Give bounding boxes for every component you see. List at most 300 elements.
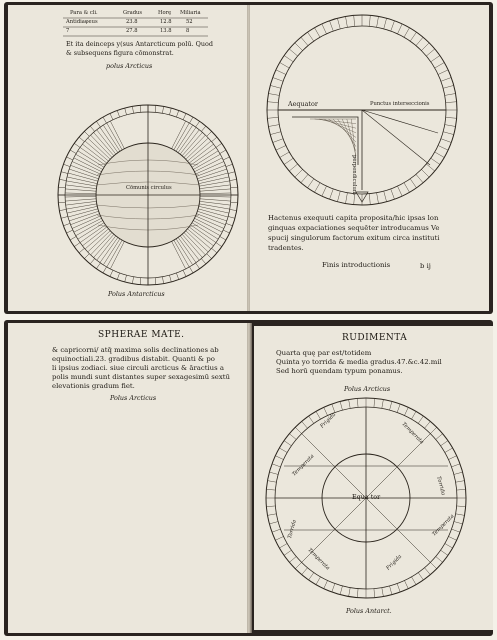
aequator-label: Aequator [288,100,318,108]
ray-line [200,199,231,201]
text-line: & subsequens figura cōmonstrat. [66,49,174,57]
scale-tick [456,514,465,516]
scale-tick [140,105,141,112]
table-header-2: Gradus [123,10,143,16]
ray-line [172,121,186,149]
scale-tick [207,131,212,136]
scale-tick [337,18,340,29]
scale-tick [382,400,384,409]
scale-tick [58,202,65,203]
scale-tick [63,164,70,166]
scale-tick [374,398,375,407]
scale-tick [337,191,340,202]
scale-tick [421,43,429,51]
scale-tick [66,157,72,160]
scale-tick [230,209,237,210]
scale-tick [315,183,321,193]
scale-tick [354,15,355,26]
scale-tick [438,70,448,75]
scale-tick [132,106,133,113]
ray-line [182,132,202,155]
scale-tick [431,158,440,164]
scale-tick [374,589,375,598]
scale-tick [441,78,451,82]
scale-tick [79,137,84,141]
text-line: Hactenus exequuti capita proposita/hic ipsas lon [268,214,439,222]
scale-tick [103,117,107,123]
scale-tick [446,117,457,118]
scale-tick [436,556,443,562]
scale-tick [324,580,328,588]
scale-tick [315,28,321,38]
zones-diagram [254,326,493,636]
scale-tick [279,544,287,549]
scale-tick [84,254,89,259]
scale-tick [454,472,463,474]
scale-tick [404,407,408,415]
scale-tick [390,401,392,410]
ray-line [194,158,222,172]
table-cell: 13.8 [160,28,172,34]
diagram-top-caption: Polus Arcticus [344,385,391,393]
ray-line [65,189,96,191]
scale-tick [190,267,194,273]
scale-tick [176,110,178,117]
scale-tick [452,529,460,532]
scale-tick [176,273,178,280]
ray-line [88,231,111,252]
scale-tick [397,404,400,412]
zone-label: Temperata [306,547,331,572]
scale-tick [448,456,456,460]
ray-line [72,216,100,229]
ray-line [182,234,202,257]
zone-label: Frigida [319,411,338,430]
scale-tick [226,164,233,166]
scale-tick [412,411,417,419]
scale-tick [273,78,283,82]
scale-tick [70,237,76,241]
scale-tick [316,411,321,419]
scale-tick [441,441,448,446]
ray-line [78,223,104,240]
scale-tick [457,489,466,490]
scale-tick [430,427,436,433]
scale-tick [289,49,297,56]
scale-tick [354,194,355,205]
scale-tick [272,464,280,467]
scale-tick [377,193,379,204]
scale-tick [397,584,400,592]
hatch-line [342,119,356,151]
scale-tick [443,85,454,88]
scale-tick [384,191,387,202]
ray-line [103,125,120,151]
scale-tick [404,28,410,38]
scale-tick [63,223,70,225]
ray-line [103,239,120,265]
scale-tick [410,179,416,188]
scale-tick [58,187,65,188]
ray-line [85,229,109,249]
ray-line [200,196,231,197]
ray-line [184,233,205,255]
bottom-book-spread [4,320,493,636]
ray-line [80,225,105,243]
ray-line [78,151,104,168]
scale-tick [110,113,113,119]
ray-line [110,241,124,269]
scale-tick [332,584,335,592]
scale-tick [404,183,410,193]
ray-line [196,162,224,175]
scale-tick [357,589,358,598]
text-line: & capricorni/ atq̄ maxima solis declinationes ab [52,346,219,354]
ray-line [191,147,216,165]
ray-line [192,223,218,240]
ray-line [178,127,196,152]
scale-tick [230,179,237,180]
scale-tick [276,70,286,75]
scale-tick [357,398,358,407]
scale-tick [397,24,402,34]
scale-tick [324,407,328,415]
ray-line [199,206,229,213]
finis-line: Finis introductionis [322,261,391,269]
ray-line [184,135,205,157]
page-heading: SPHERAE MATE. [98,330,185,340]
scale-tick [424,568,430,575]
scale-tick [267,117,278,118]
scale-tick [369,15,370,26]
scale-tick [390,586,392,595]
scale-tick [322,186,327,196]
ray-line [186,231,209,252]
ray-line [194,218,222,232]
scale-tick [330,189,334,199]
scale-tick [445,125,456,127]
scale-tick [330,21,334,31]
scale-tick [443,132,454,135]
scale-tick [220,150,226,154]
scale-tick [309,416,314,423]
scale-tick [346,16,348,27]
table-header-3: Horę [158,10,172,16]
hatch-line [347,119,356,156]
text-line: Quinta yo torrida & media gradus.47.&c.42.mil [276,358,442,366]
scale-tick [441,550,448,555]
scale-tick [266,506,275,507]
scale-tick [430,562,436,568]
scale-tick [302,568,308,575]
scale-tick [268,481,277,483]
scale-tick [61,172,68,174]
scale-tick [456,481,465,483]
scale-tick [169,275,171,282]
zone-label: Temperata [400,421,425,446]
scale-tick [302,421,308,428]
scale-tick [212,137,217,141]
zone-label: Temperata [431,513,456,538]
scale-tick [275,456,283,460]
scale-tick [426,49,434,56]
scale-tick [454,522,463,524]
signature-mark: b ij [420,262,431,270]
ray-line [176,125,193,151]
scale-tick [268,514,277,516]
table-cell: 8 [186,28,190,34]
scale-tick [435,152,445,158]
scale-tick [349,400,351,409]
table-cell: 27.8 [126,28,138,34]
page-heading: RUDIMENTA [342,333,408,343]
scale-tick [59,179,66,180]
scale-tick [446,102,457,103]
table-cell: 7 [66,28,70,34]
scale-tick [201,126,205,131]
scale-tick [183,113,186,119]
scale-tick [349,588,351,597]
text-line: Sed horū quendam typum ponamus. [276,367,403,375]
ray-line [67,177,97,184]
scale-tick [436,434,443,440]
ray-line [192,151,218,168]
scale-tick [268,94,279,96]
scale-tick [289,164,297,171]
scale-tick [438,145,448,150]
scale-tick [276,145,286,150]
ray-line [110,121,124,149]
scale-tick [169,108,171,115]
scale-tick [162,106,163,113]
scale-tick [70,150,76,154]
zone-label: Temperata [291,453,316,478]
scale-tick [418,416,423,423]
scale-tick [445,544,453,549]
scale-tick [441,139,451,143]
scale-tick [301,37,308,45]
scale-tick [435,63,445,69]
ray-line [187,141,211,161]
scale-tick [223,157,229,160]
scale-tick [117,273,119,280]
scale-tick [66,230,72,233]
scale-tick [416,37,423,45]
scale-tick [155,105,156,112]
ray-line [67,206,97,213]
scale-tick [416,174,423,182]
scale-tick [457,506,466,507]
scale-tick [269,472,278,474]
scale-tick [196,121,200,127]
diagram-top-caption: Polus Arcticus [110,394,157,402]
ray-line [187,229,211,249]
scale-tick [216,243,222,247]
scale-tick [316,577,321,585]
table-cell: Antidiaφeus [66,19,98,25]
scale-tick [183,270,186,276]
perpendicular-label: perpendiculum [351,155,357,195]
text-line: equinoctiali.23. gradibus distabit. Quanti & po [52,355,215,363]
page-1 [8,5,247,311]
table-cell: 12.8 [160,19,172,25]
ray-line [72,162,100,175]
ray-line [200,193,231,194]
scale-tick [384,18,387,29]
scale-tick [196,263,200,269]
scale-tick [103,267,107,273]
text-line: li ipsius zodiaci. siue circuli arcticus & āractius a [52,364,224,372]
ray-line [65,193,96,194]
ray-line [65,199,96,201]
ray-line [172,241,186,269]
scale-tick [79,248,84,252]
scale-tick [295,427,301,433]
ray-line [200,189,231,191]
scale-tick [228,216,235,218]
scale-tick [223,230,229,233]
diagram-top-caption: polus Arcticus [106,62,153,70]
table-header-4: Miliaria [180,10,201,16]
scale-tick [418,573,423,580]
text-line: Et ita deinceps y(sus Antarcticum polū. Quod [66,40,213,48]
scale-tick [289,434,296,440]
scale-tick [340,586,342,595]
scale-tick [377,16,379,27]
ray-line [176,239,193,265]
scale-tick [295,562,301,568]
scale-tick [117,110,119,117]
ray-line [74,218,102,232]
ray-line [186,138,209,159]
scale-tick [391,21,395,31]
scale-tick [220,237,226,241]
scale-tick [273,139,283,143]
scale-tick [125,275,127,282]
scale-tick [284,56,293,62]
scale-tick [410,32,416,41]
scale-tick [132,277,133,284]
page-2 [250,5,489,311]
scale-tick [228,172,235,174]
scale-tick [125,108,127,115]
page-4 [254,326,493,630]
ray-line [91,135,112,157]
scale-tick [346,193,348,204]
scale-tick [391,189,395,199]
ray-line [178,237,196,262]
text-line: Quarta quę par est/totidem [276,349,372,357]
table-header-1: Para & cli. [70,10,98,16]
equator-label: Equa tor [352,493,381,501]
scale-tick [155,278,156,285]
scale-tick [452,464,460,467]
scale-tick [74,243,80,247]
scale-tick [275,536,283,540]
scale-tick [382,588,384,597]
ray-line [94,132,114,155]
scale-tick [301,174,308,182]
scale-tick [284,158,293,164]
scale-tick [284,550,291,555]
ray-line [191,225,216,243]
scale-tick [431,56,440,62]
zone-label: Frigida [385,553,404,572]
text-line: polis mundi sunt distantes super sexagesimū sextū [52,373,230,381]
scale-tick [397,186,402,196]
scale-tick [424,421,430,428]
scale-tick [231,187,238,188]
scale-tick [140,278,141,285]
scale-tick [231,202,238,203]
scale-tick [90,259,94,264]
ray-line [65,196,96,197]
scale-tick [226,223,233,225]
ray-line [80,147,105,165]
scale-tick [369,194,370,205]
scale-tick [90,126,94,131]
scale-tick [212,248,217,252]
scale-tick [110,270,113,276]
ray-line [91,233,112,255]
scale-tick [96,121,100,127]
scale-tick [445,448,453,453]
scale-tick [190,117,194,123]
top-book-spread [4,2,493,314]
text-line: spucij singulorum factorum exitum circa instituti [268,234,440,242]
scale-tick [308,179,314,188]
scale-tick [61,216,68,218]
scale-tick [426,164,434,171]
scale-tick [284,441,291,446]
ray-line [100,127,118,152]
scale-tick [59,209,66,210]
zone-label: Torrida [287,519,298,540]
scale-tick [270,85,281,88]
scale-tick [340,401,342,410]
scale-tick [162,277,163,284]
scale-tick [280,63,290,69]
scale-tick [207,254,212,259]
table-cell: 52 [186,19,193,25]
zone-label: Torrida [435,475,446,496]
scale-tick [404,580,408,588]
text-line: elevationis gradum fiet. [52,382,135,390]
scale-tick [280,152,290,158]
scale-tick [295,43,303,51]
table-cell: 23.8 [126,19,138,25]
scale-tick [270,132,281,135]
ray-line [88,138,111,159]
scale-tick [308,32,314,41]
scale-tick [421,169,429,177]
scale-tick [445,94,456,96]
intersection-label: Punctus interseccionis [370,101,430,107]
ray-line [74,158,102,172]
ray-line [100,237,118,262]
diagram-bottom-caption: Polus Antarcticus [108,290,165,298]
diagram-center-label: Cōmunis circulus [126,185,172,191]
scale-tick [322,24,327,34]
ray-line [85,141,109,161]
scale-tick [295,169,303,177]
scale-tick [84,131,89,136]
scale-tick [96,263,100,269]
ray-line [199,177,229,184]
scale-tick [201,259,205,264]
scale-tick [74,143,80,147]
scale-tick [216,143,222,147]
